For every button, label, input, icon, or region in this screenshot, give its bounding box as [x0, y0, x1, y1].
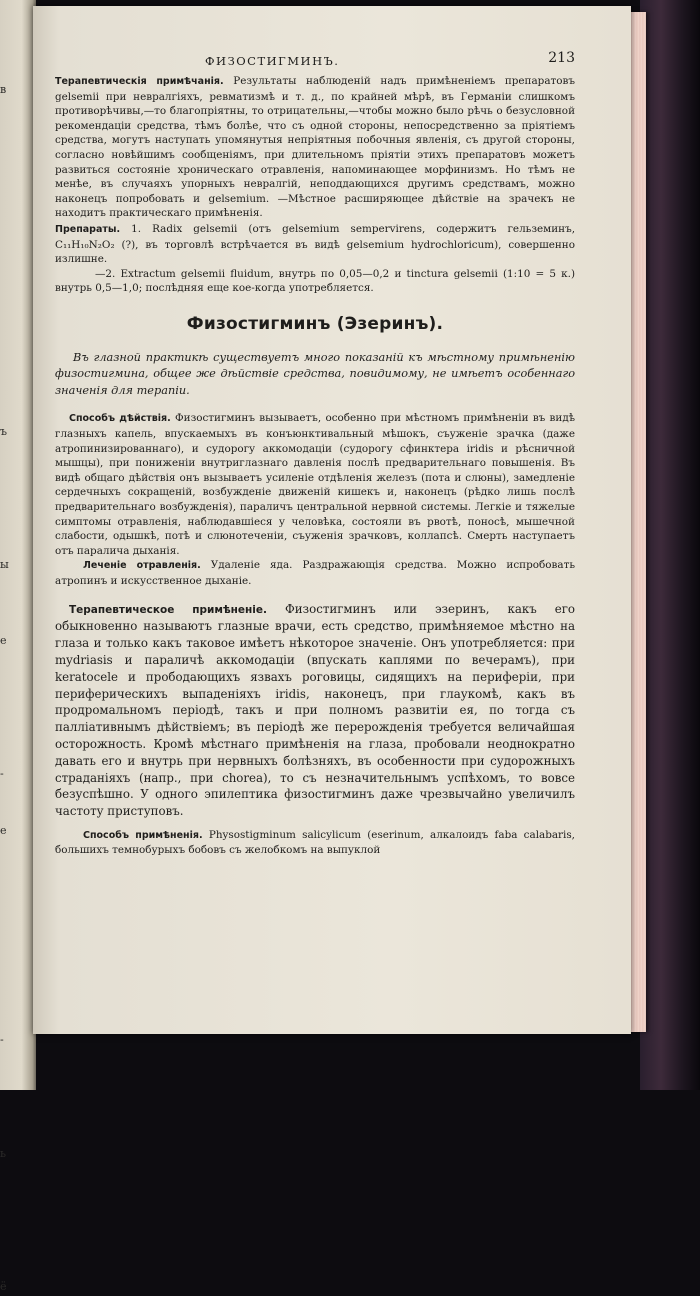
left-page-glyph [0, 270, 36, 289]
left-page-glyph [0, 1220, 36, 1239]
left-page-glyph [0, 460, 36, 479]
left-page-glyph: ы [0, 558, 9, 571]
left-page-glyphs [0, 80, 36, 1296]
left-page-glyph [0, 213, 36, 232]
left-page-glyph [0, 1163, 36, 1182]
left-page-glyph [0, 479, 36, 498]
left-page-glyph [0, 118, 36, 137]
left-page-glyph [0, 897, 36, 916]
left-page-glyph [0, 916, 36, 935]
left-page-glyph [0, 954, 36, 973]
left-page-glyph [0, 384, 36, 403]
left-page-glyph [0, 973, 36, 992]
therapeutic-notes-label: Терапевтическія примѣчанія. [55, 76, 224, 87]
left-page-glyph [0, 992, 36, 1011]
left-page-glyph [0, 308, 36, 327]
left-page-glyph [0, 593, 36, 612]
left-page-glyph [0, 441, 36, 460]
left-page-glyph [0, 175, 36, 194]
left-page-glyph [0, 517, 36, 536]
left-page-glyph [0, 1106, 36, 1125]
left-page-glyph [0, 935, 36, 954]
left-page-glyph [0, 327, 36, 346]
left-page-glyph [0, 99, 36, 118]
mode-of-action-text: Физостигминъ вызываетъ, особенно при мѣстномъ примѣненіи въ видѣ глазныхъ капель, впускаемыхъ въ конъюнктивальный мѣшокъ, съуженіе зрачка (даже атропинизированнаго), и судорогу аккомодаціи (судорогу сфинктера iridis и рѣсничной мышцы), при пониженіи внутриглазнаго давленія послѣ предварительнаго повышенія. Въ видѣ общаго дѣйствія онъ вызываетъ усиленіе отдѣленія железъ (пота и слюны), замедленіе сердечныхъ сокращеній, возбужденіе движеній кишекъ и, наконецъ (рѣдко лишь послѣ предварительнаго возбужденія), параличъ центральной нервной системы. Легкіе и тяжелые симптомы отравленія, наблюдавшіеся у человѣка, состояли въ рвотѣ, поносѣ, мышечной слабости, одышкѣ, потѣ и слюнотеченіи, съуженія зрачковъ, коллапсѣ. Смерть наступаетъ отъ паралича дыханія. [55, 412, 576, 557]
preparations-item-2-paragraph [55, 267, 575, 296]
left-page-glyph [0, 726, 36, 745]
left-page-glyph: е [0, 634, 7, 647]
preparations-item-2: —2. Extractum gelsemii fluidum, внутрь по 0,05—0,2 и tinctura gelsemii (1:10 = 5 к.) внутрь 0,5—1,0; послѣдняя еще кое-когда употребляется. [55, 267, 575, 295]
left-page-glyph [0, 498, 36, 517]
left-page-glyph: - [0, 1033, 4, 1046]
left-page-glyph: - [0, 767, 4, 780]
left-page-glyph [0, 156, 36, 175]
left-page-glyph [0, 745, 36, 764]
left-page-glyph [0, 365, 36, 384]
left-page-glyph [0, 1201, 36, 1220]
left-page-glyph [0, 878, 36, 897]
book-page [33, 6, 631, 1034]
left-page-glyph [0, 137, 36, 156]
running-head-title: ФИЗОСТИГМИНЪ. [205, 54, 340, 68]
left-page-glyph: е [0, 824, 7, 837]
left-page-glyph [0, 612, 36, 631]
left-page-glyph [0, 1049, 36, 1068]
left-page-glyph [0, 251, 36, 270]
poisoning-treatment-paragraph [55, 558, 575, 588]
left-page-glyph: в [0, 83, 7, 96]
left-page-glyph: ь [0, 1147, 6, 1160]
left-page-fragment [0, 0, 36, 1293]
left-page-glyph [0, 1125, 36, 1144]
left-page-glyph [0, 194, 36, 213]
page-number: 213 [548, 50, 575, 66]
mode-of-action-paragraph [55, 411, 575, 558]
left-page-glyph [0, 1068, 36, 1087]
mode-of-application-text: Physostigminum salicylicum (eserinum, алкалоидъ faba calabaris, большихъ темнобурыхъ бобовъ съ желобкомъ на выпуклой [55, 828, 575, 857]
left-page-glyph [0, 289, 36, 308]
left-page-glyph [0, 669, 36, 688]
left-page-glyph [0, 802, 36, 821]
left-page-glyph [0, 783, 36, 802]
therapeutic-notes-text: Результаты наблюденій надъ примѣненіемъ препаратовъ gelsemii при невралгіяхъ, ревматизмѣ и т. д., по крайней мѣрѣ, въ Германіи слишкомъ противорѣчивы,—то благопріятны, то отрицательны,—чтобы можно было рѣчь о безусловной рекомендаціи средства, тѣмъ болѣе, что съ одной стороны, непосредственно за пріятіемъ средства, могутъ наступать упомянутыя непріятныя побочныя явленія, съ другой стороны, согласно новѣйшимъ сообщеніямъ, при длительномъ пріятіи этихъ препаратовъ можетъ развиться состояніе хроническаго отравленія, напоминающее морфинизмъ. Но тѣмъ не менѣе, въ случаяхъ упорныхъ невралгій, неподдающихся другимъ средствамъ, можно наконецъ попробовать и gelsemium. —Мѣстное расширяющее дѣйствіе на зрачекъ не находитъ практическаго примѣненія. [55, 75, 575, 220]
left-page-glyph [0, 536, 36, 555]
left-page-glyph [0, 688, 36, 707]
preparations-label: Препараты. [55, 223, 121, 235]
left-page-glyph: ё [0, 1280, 7, 1293]
running-head [55, 50, 575, 72]
preparations-item-1: 1. Radix gelsemii (отъ gelsemium sempervirens, содержитъ гельземинъ, C₁₁H₁₀N₂O₂ (?), въ торговлѣ встрѣчается въ видѣ gelsemium hydrochloricum), совершенно излишне. [55, 222, 575, 266]
left-page-glyph [0, 574, 36, 593]
poisoning-treatment-text: Удаленіе яда. Раздражающія средства. Можно испробовать атропинъ и искусственное дыханіе. [55, 559, 575, 587]
left-page-glyph [0, 403, 36, 422]
left-page-glyph [0, 707, 36, 726]
mode-of-application-label: Способъ примѣненія. [83, 829, 203, 841]
left-page-glyph [0, 1258, 36, 1277]
mode-of-application-paragraph [55, 828, 575, 858]
mode-of-action-label: Способъ дѣйствія. [69, 413, 171, 425]
left-page-glyph [0, 1011, 36, 1030]
therapeutic-application-label: Терапевтическое примѣненіе. [69, 603, 268, 616]
left-page-glyph [0, 859, 36, 878]
section-heading: Физостигминъ (Эзеринъ). [186, 313, 444, 334]
left-page-glyph: ъ [0, 425, 7, 438]
left-page-glyph [0, 840, 36, 859]
intro-italic: Въ глазной практикѣ существуетъ много показаній къ мѣстному примѣненію физостигмина, общее же дѣйствіе средства, повидимому, не имѣетъ особеннаго значенія для терапіи. [55, 350, 575, 397]
page-content [55, 50, 575, 858]
left-page-glyph [0, 1182, 36, 1201]
therapeutic-application-paragraph [55, 601, 575, 820]
therapeutic-notes-paragraph [55, 74, 575, 221]
left-page-glyph [0, 232, 36, 251]
therapeutic-application-text: Физостигминъ или эзеринъ, какъ его обыкновенно называютъ глазные врачи, есть средство, примѣняемое мѣстно на глаза и только какъ таковое имѣетъ нѣкоторое значеніе. Онъ употребляется: при mydriasis и параличѣ аккомодаціи (впускать каплями по вечерамъ), при keratocele и прободающихъ язвахъ роговицы, сидящихъ на периферіи, при периферическихъ выпаденіяхъ iridis, наконецъ, при глаукомѣ, какъ въ продромальномъ періодѣ, такъ и при полномъ развитіи ея, по тогда съ паллiативнымъ дѣйствіемъ; въ періодѣ же перерожденія требуется величайшая осторожность. Кромѣ мѣстнаго примѣненія на глаза, пробовали неоднократно давать его и внутрь при нервныхъ болѣзняхъ, въ особенности при судорожныхъ страданіяхъ (напр., при chorea), то съ незначительнымъ успѣхомъ, то вовсе безуспѣшно. У одного эпилептика физостигминъ даже чрезвычайно увеличилъ частоту приступовъ. [55, 601, 576, 819]
preparations-paragraph [55, 222, 575, 267]
left-page-glyph [0, 346, 36, 365]
left-page-glyph [0, 1239, 36, 1258]
book-cover-edge [640, 0, 700, 1090]
left-page-glyph [0, 650, 36, 669]
left-page-glyph [0, 1087, 36, 1106]
poisoning-treatment-label: Леченіе отравленія. [83, 560, 201, 572]
